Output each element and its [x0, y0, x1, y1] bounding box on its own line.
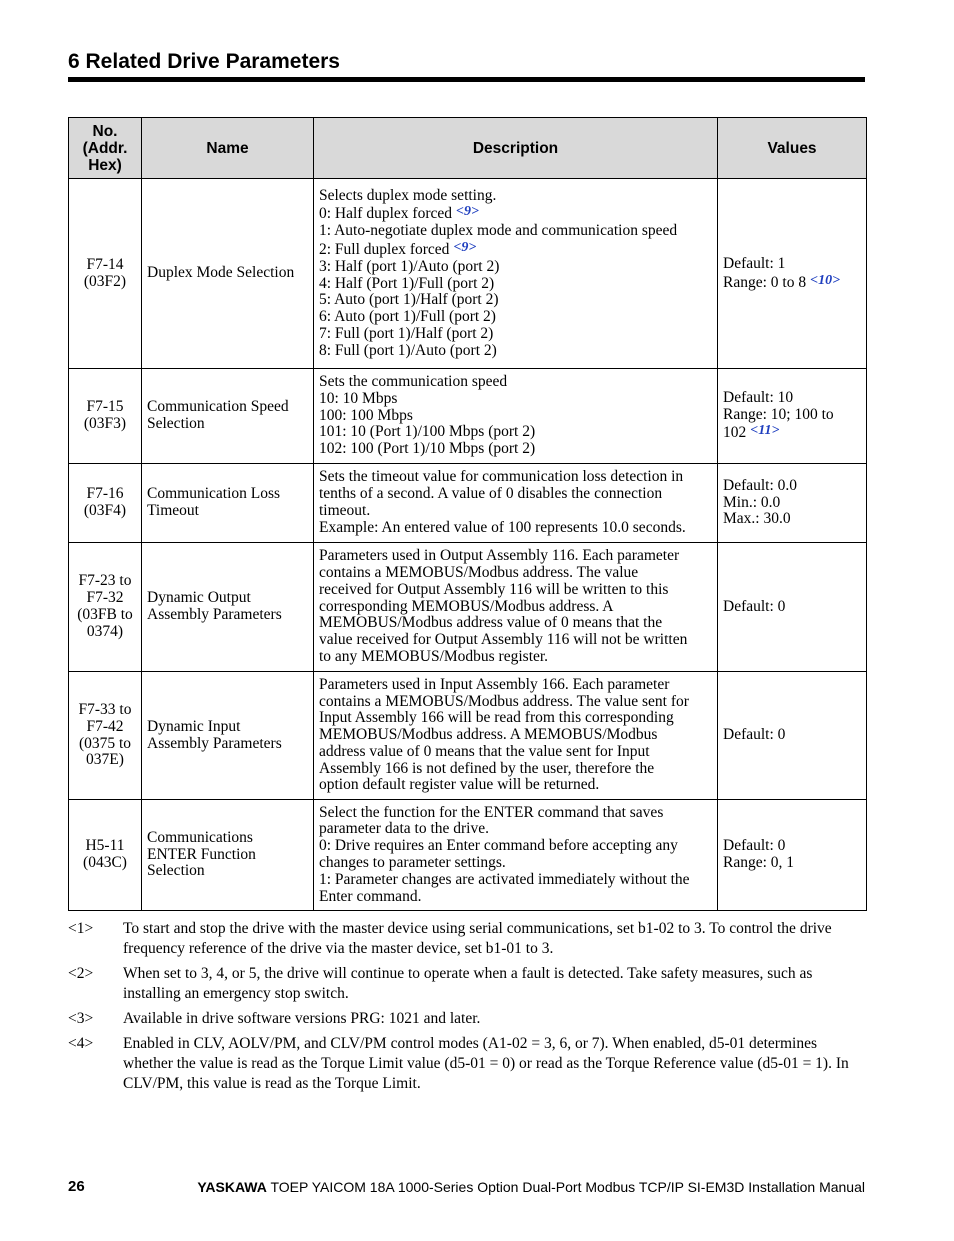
desc-line: Selects duplex mode setting.: [319, 186, 497, 204]
desc-line: changes to parameter settings.: [319, 854, 506, 871]
param-description: [314, 464, 718, 543]
desc-line: MEMOBUS/Modbus address value of 0 means that the: [319, 614, 663, 632]
param-name: Communication Speed Selection: [142, 369, 314, 464]
desc-line: 1: Parameter changes are activated immediately without the: [319, 870, 690, 888]
desc-line: contains a MEMOBUS/Modbus address. The value: [319, 564, 639, 581]
page-number: 26: [68, 1178, 85, 1195]
desc-line: value received for Output Assembly 116 will not be written: [319, 631, 688, 649]
desc-line: to any MEMOBUS/Modbus register.: [319, 647, 549, 665]
values-line: Range: 0, 1: [723, 854, 795, 871]
desc-line: parameter data to the drive.: [319, 820, 489, 838]
reference-link[interactable]: <11>: [750, 423, 780, 439]
desc-line: 0: Half duplex forced <9>: [319, 204, 479, 223]
desc-line: 2: Full duplex forced <9>: [319, 239, 477, 258]
footnote: [68, 919, 866, 959]
desc-line: address value of 0 means that the value sent for Input: [319, 742, 650, 760]
param-description: [314, 800, 718, 911]
footnote-text: To start and stop the drive with the master device using serial communications, set b1-02 to 3. To control the drive frequency reference of the drive via the master device, set b1-01 to 3.: [123, 920, 832, 957]
table-row: [69, 543, 867, 672]
param-number: F7-23 to F7-32 (03FB to 0374): [69, 543, 142, 672]
desc-line: Assembly 166 is not defined by the user, therefore the: [319, 759, 655, 777]
param-number: F7-33 to F7-42 (0375 to 037E): [69, 672, 142, 800]
values-line: Default: 1: [723, 254, 786, 272]
desc-line: Enter command.: [319, 887, 422, 905]
param-name: Communications ENTER Function Selection: [142, 800, 314, 911]
header-description: Description: [314, 118, 718, 179]
header-row: [69, 118, 867, 179]
manual-name: TOEP YAICOM 18A 1000-Series Option Dual-Port Modbus TCP/IP SI-EM3D Installation Manual: [270, 1179, 865, 1195]
param-description: [314, 543, 718, 672]
param-values: [718, 672, 867, 800]
desc-line: 101: 10 (Port 1)/100 Mbps (port 2): [319, 423, 536, 441]
title-rule: [68, 77, 865, 82]
footnote-number: <3>: [68, 1010, 94, 1027]
brand-name: YASKAWA: [197, 1179, 267, 1195]
param-values: [718, 543, 867, 672]
param-number: F7-14 (03F2): [69, 179, 142, 369]
desc-line: MEMOBUS/Modbus address. A MEMOBUS/Modbus: [319, 726, 658, 744]
desc-line: Parameters used in Input Assembly 166. Each parameter: [319, 675, 670, 693]
desc-line: 4: Half (Port 1)/Full (port 2): [319, 274, 495, 292]
values-line: Default: 0.0: [723, 476, 798, 494]
desc-line: 102: 100 (Port 1)/10 Mbps (port 2): [319, 440, 536, 458]
param-name: Dynamic Input Assembly Parameters: [142, 672, 314, 800]
values-line: 102 <11>: [723, 423, 780, 442]
header-values: Values: [718, 118, 867, 179]
table-row: [69, 369, 867, 464]
desc-line: Example: An entered value of 100 represents 10.0 seconds.: [319, 518, 686, 536]
table-row: [69, 672, 867, 800]
reference-link[interactable]: <9>: [453, 239, 477, 255]
footnote-number: <2>: [68, 965, 94, 982]
desc-line: Sets the timeout value for communication loss detection in: [319, 468, 684, 486]
desc-line: 3: Half (port 1)/Auto (port 2): [319, 257, 500, 275]
table-row: [69, 179, 867, 369]
manual-title: [197, 1179, 865, 1195]
table-row: [69, 464, 867, 543]
table-row: [69, 800, 867, 911]
desc-line: Sets the communication speed: [319, 373, 508, 390]
desc-line: 100: 100 Mbps: [319, 406, 413, 424]
footnote: [68, 1009, 866, 1029]
param-name: Duplex Mode Selection: [142, 179, 314, 369]
footnotes: [68, 919, 866, 1099]
header-name: Name: [142, 118, 314, 179]
desc-line: 7: Full (port 1)/Half (port 2): [319, 324, 494, 342]
param-number: F7-15 (03F3): [69, 369, 142, 464]
values-line: Default: 0: [723, 597, 786, 615]
values-line: Default: 10: [723, 388, 794, 406]
param-description: [314, 369, 718, 464]
header-no: No. (Addr. Hex): [69, 118, 142, 179]
footnote-text: When set to 3, 4, or 5, the drive will continue to operate when a fault is detected. Take safety measures, such as installing an emergency stop switch.: [123, 965, 813, 1002]
footnote: [68, 964, 866, 1004]
footnote-text: Available in drive software versions PRG: 1021 and later.: [123, 1010, 481, 1027]
values-line: Range: 10; 100 to: [723, 405, 834, 423]
desc-line: 5: Auto (port 1)/Half (port 2): [319, 291, 499, 309]
desc-line: Select the function for the ENTER command that saves: [319, 803, 664, 821]
param-values: [718, 464, 867, 543]
footnote: [68, 1034, 866, 1094]
param-values: [718, 369, 867, 464]
values-line: Min.: 0.0: [723, 493, 781, 511]
desc-line: Input Assembly 166 will be read from this corresponding: [319, 709, 674, 727]
section-title: 6 Related Drive Parameters: [68, 50, 340, 73]
footnote-number: <4>: [68, 1035, 94, 1052]
values-line: Range: 0 to 8 <10>: [723, 272, 841, 291]
param-number: F7-16 (03F4): [69, 464, 142, 543]
desc-line: received for Output Assembly 116 will be written to this: [319, 580, 669, 598]
desc-line: contains a MEMOBUS/Modbus address. The value sent for: [319, 692, 689, 710]
param-values: [718, 800, 867, 911]
desc-line: 0: Drive requires an Enter command before accepting any: [319, 837, 678, 855]
footnote-text: Enabled in CLV, AOLV/PM, and CLV/PM control modes (A1-02 = 3, 6, or 7). When enabled, d5-01 determines whether the value is read as the Torque Limit value (d5-01 = 0) or read as the Torque Reference value (d5-01 = 1). In CLV/PM, this value is read as the Torque Limit.: [123, 1035, 849, 1092]
footnote-number: <1>: [68, 920, 94, 937]
desc-line: timeout.: [319, 502, 371, 519]
parameters-table: [68, 117, 867, 911]
desc-line: 10: 10 Mbps: [319, 389, 398, 407]
desc-line: tenths of a second. A value of 0 disables the connection: [319, 485, 663, 503]
param-number: H5-11 (043C): [69, 800, 142, 911]
values-line: Default: 0: [723, 837, 786, 855]
desc-line: 6: Auto (port 1)/Full (port 2): [319, 308, 496, 326]
desc-line: Parameters used in Output Assembly 116. Each parameter: [319, 547, 680, 565]
param-name: Communication Loss Timeout: [142, 464, 314, 543]
values-line: Default: 0: [723, 726, 786, 744]
desc-line: 1: Auto-negotiate duplex mode and communication speed: [319, 222, 678, 240]
param-description: [314, 672, 718, 800]
desc-line: option default register value will be returned.: [319, 776, 600, 794]
param-description: [314, 179, 718, 369]
param-values: [718, 179, 867, 369]
values-line: Max.: 30.0: [723, 510, 791, 528]
param-name: Dynamic Output Assembly Parameters: [142, 543, 314, 672]
desc-line: corresponding MEMOBUS/Modbus address. A: [319, 597, 614, 615]
reference-link[interactable]: <10>: [810, 272, 841, 288]
desc-line: 8: Full (port 1)/Auto (port 2): [319, 341, 497, 359]
reference-link[interactable]: <9>: [456, 204, 479, 220]
